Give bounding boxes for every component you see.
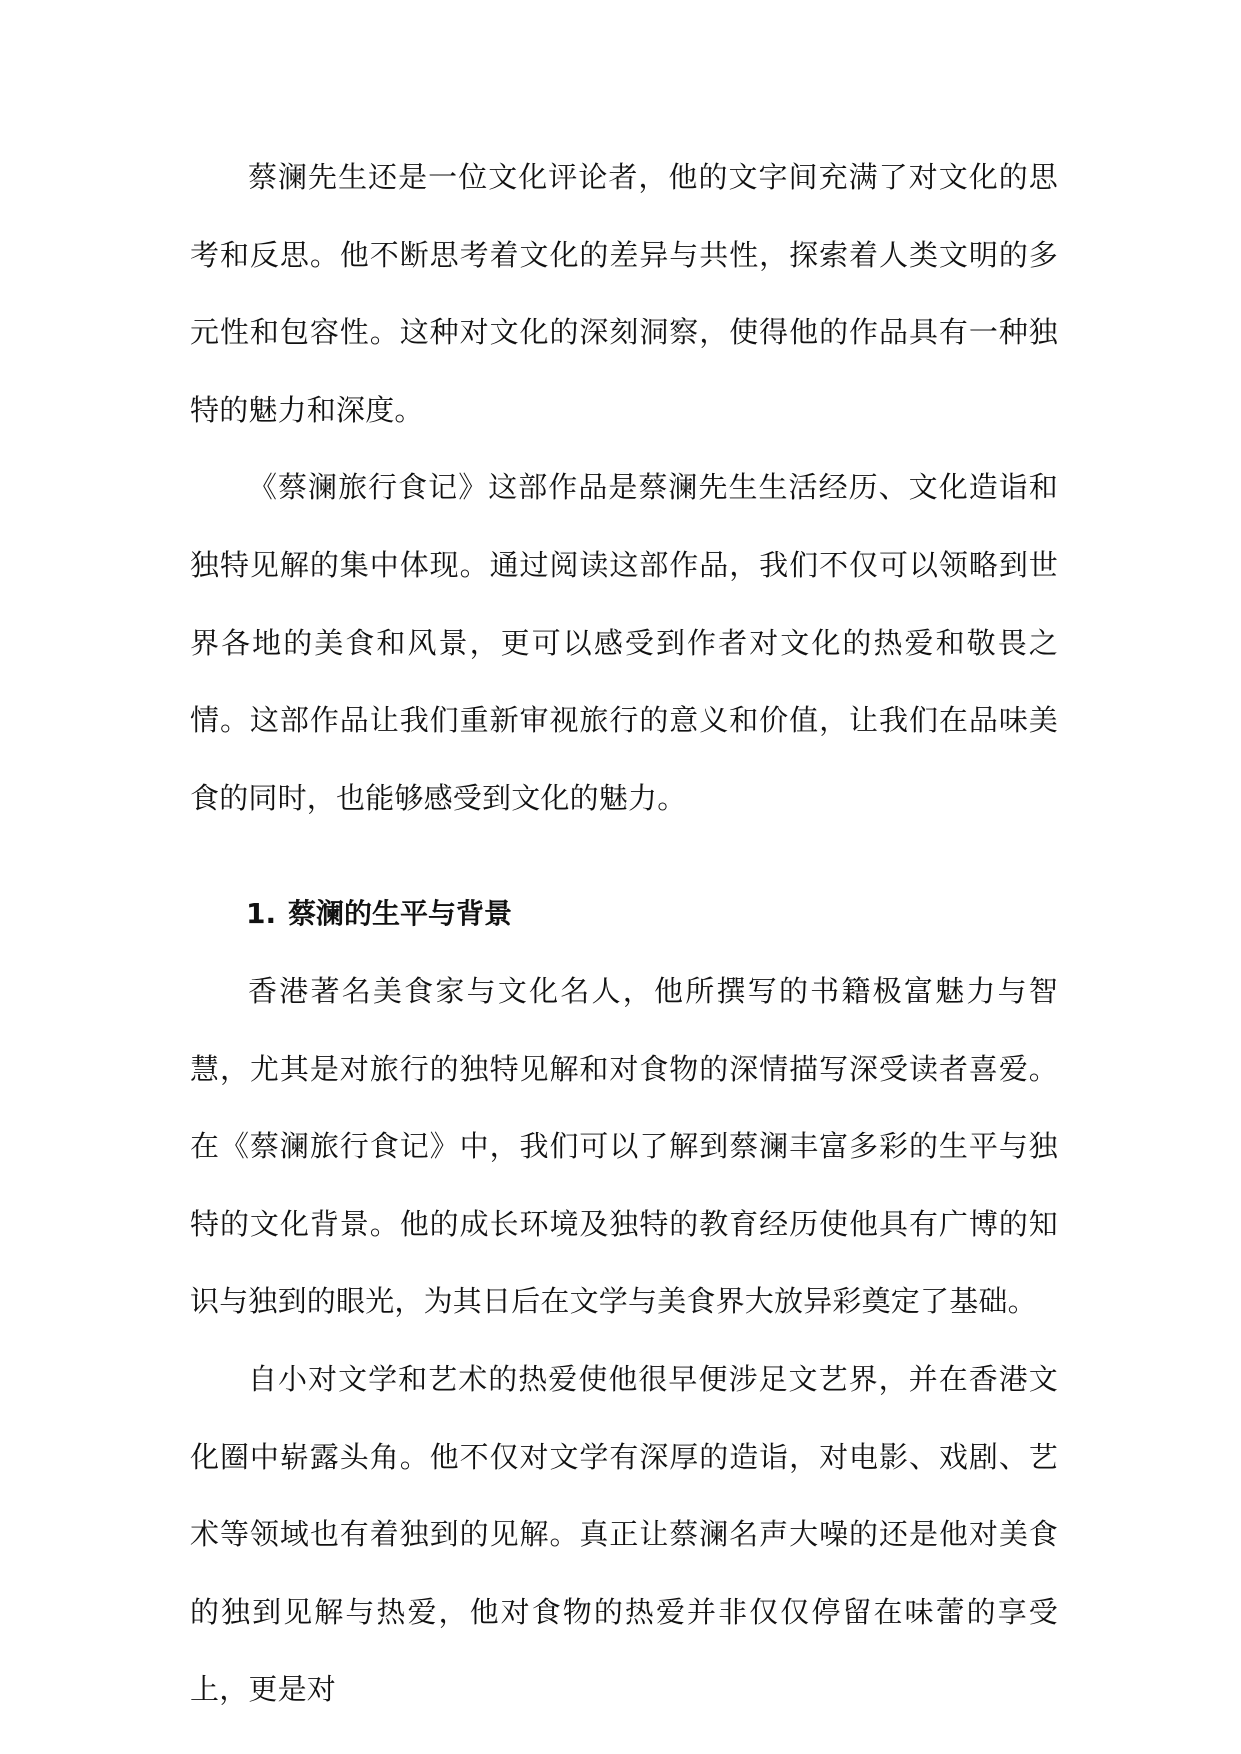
section-heading xyxy=(190,875,1058,953)
section-number: 1. xyxy=(246,897,277,931)
section-title: 蔡澜的生平与背景 xyxy=(288,897,513,931)
paragraph-biography: 香港著名美食家与文化名人，他所撰写的书籍极富魅力与智慧，尤其是对旅行的独特见解和对食物的深情描写深受读者喜爱。在《蔡澜旅行食记》中，我们可以了解到蔡澜丰富多彩的生平与独特的文化背景。他的成长环境及独特的教育经历使他具有广博的知识与独到的眼光，为其日后在文学与美食界大放异彩奠定了基础。 xyxy=(190,973,1058,1319)
paragraph-cultural-critic: 蔡澜先生还是一位文化评论者，他的文字间充满了对文化的思考和反思。他不断思考着文化的差异与共性，探索着人类文明的多元性和包容性。这种对文化的深刻洞察，使得他的作品具有一种独特的魅力和深度。 xyxy=(190,160,1058,427)
paragraph-book-summary: 《蔡澜旅行食记》这部作品是蔡澜先生生活经历、文化造诣和独特见解的集中体现。通过阅读这部作品，我们不仅可以领略到世界各地的美食和风景，更可以感受到作者对文化的热爱和敬畏之情。这部作品让我们重新审视旅行的意义和价值，让我们在品味美食的同时，也能够感受到文化的魅力。 xyxy=(190,470,1058,815)
document-body xyxy=(190,139,1058,1729)
paragraph-early-career: 自小对文学和艺术的热爱使他很早便涉足文艺界，并在香港文化圈中崭露头角。他不仅对文学有深厚的造诣，对电影、戏剧、艺术等领域也有着独到的见解。真正让蔡澜名声大噪的还是他对美食的独到见解与热爱，他对食物的热爱并非仅仅停留在味蕾的享受上，更是对 xyxy=(190,1361,1058,1707)
